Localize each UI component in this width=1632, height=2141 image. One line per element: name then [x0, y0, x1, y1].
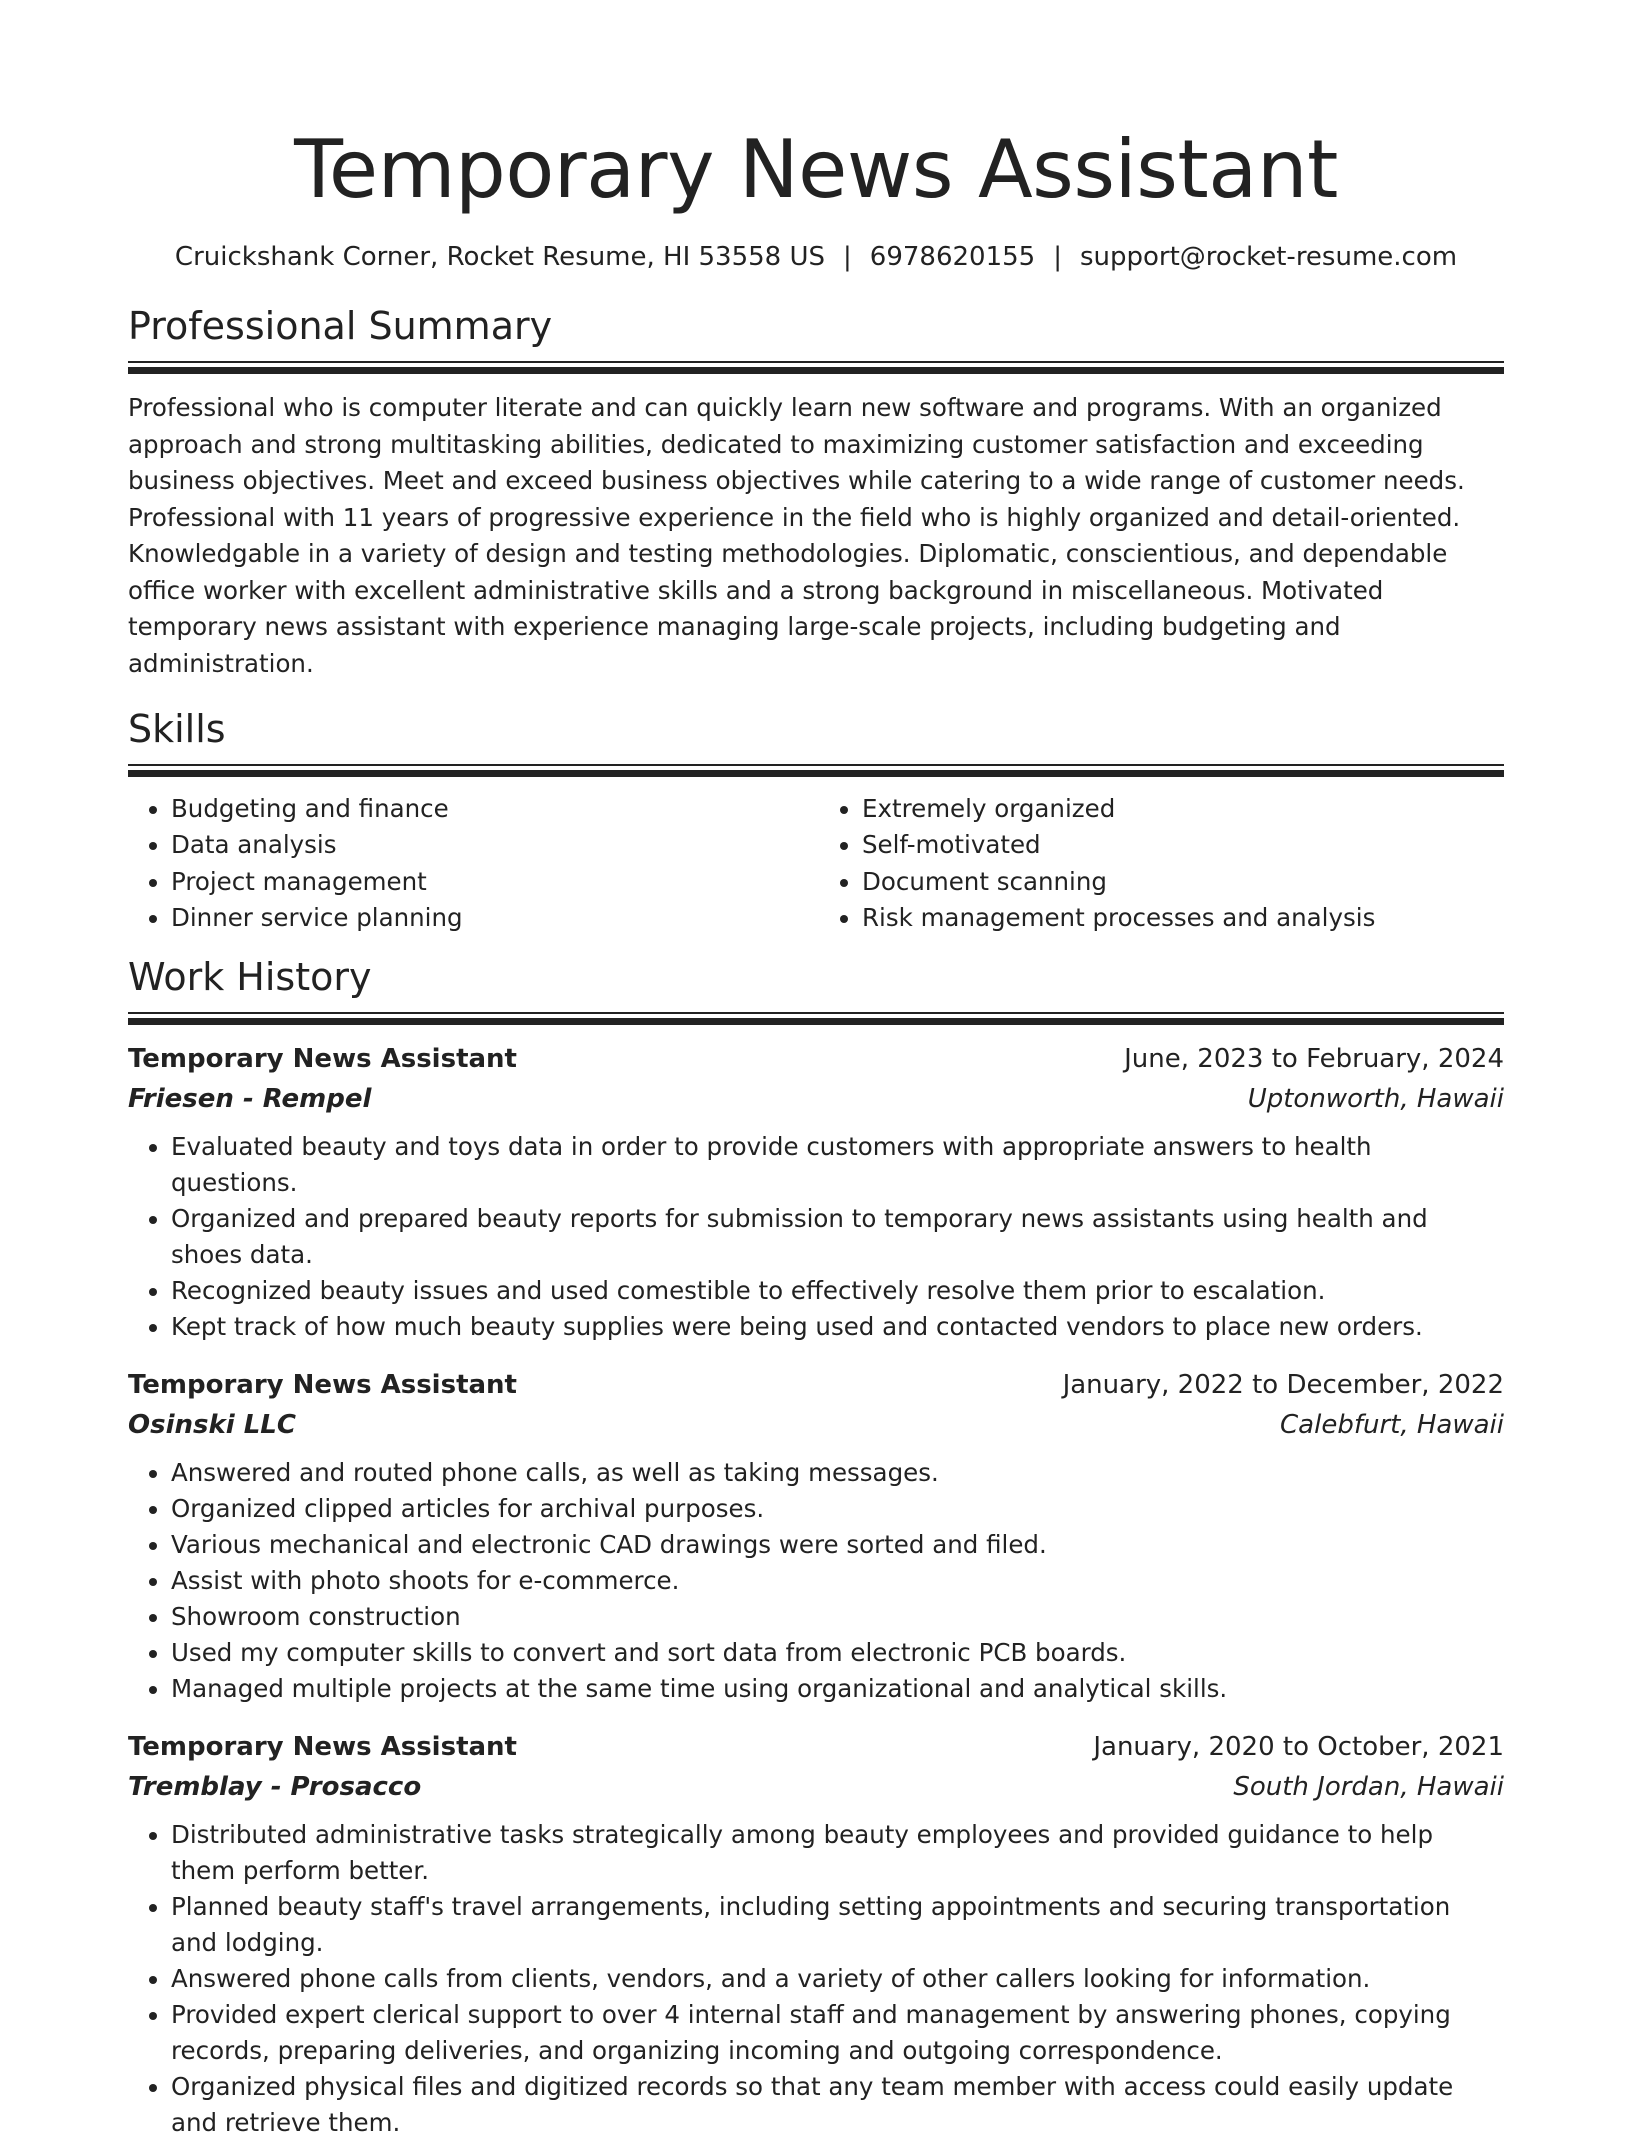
- job-subheader: [128, 1767, 1504, 1807]
- skills-list-left: [128, 791, 813, 936]
- skill-item: • Extremely organized: [862, 791, 1504, 827]
- job-bullet: • Evaluated beauty and toys data in order to provide customers with appropriate answers to health questions.: [171, 1129, 1504, 1201]
- skill-item: • Self-motivated: [862, 827, 1504, 863]
- job-bullet: • Answered and routed phone calls, as well as taking messages.: [171, 1455, 1504, 1491]
- job-company: Friesen - Rempel: [128, 1084, 372, 1115]
- skills-columns: [128, 791, 1504, 936]
- job-bullets: [128, 1455, 1504, 1707]
- section-title-summary: Professional Summary: [128, 304, 553, 348]
- job-bullet: • Used my computer skills to convert and sort data from electronic PCB boards.: [171, 1635, 1504, 1671]
- job-bullet: • Managed multiple projects at the same time using organizational and analytical skills.: [171, 1671, 1504, 1707]
- work-history-section: [128, 954, 1504, 2141]
- job-bullet: • Organized physical files and digitized records so that any team member with access could easily update and retrieve them.: [171, 2069, 1504, 2141]
- job-bullet: • Organized and prepared beauty reports for submission to temporary news assistants using health and shoes data.: [171, 1201, 1504, 1273]
- contact-phone: 6978620155: [869, 242, 1036, 272]
- skill-item: • Project management: [171, 864, 813, 900]
- skill-item: • Budgeting and finance: [171, 791, 813, 827]
- job-dates: June, 2023 to February, 2024: [1124, 1044, 1504, 1075]
- skill-item: • Risk management processes and analysis: [862, 900, 1504, 936]
- job-bullet: • Various mechanical and electronic CAD drawings were sorted and filed.: [171, 1527, 1504, 1563]
- job-bullet: • Organized clipped articles for archival purposes.: [171, 1491, 1504, 1527]
- job-entry: [128, 1365, 1504, 1707]
- job-subheader: [128, 1405, 1504, 1445]
- job-header: [128, 1039, 1504, 1079]
- contact-separator: |: [1053, 242, 1062, 272]
- job-title: Temporary News Assistant: [128, 1044, 517, 1075]
- job-title: Temporary News Assistant: [128, 1732, 517, 1763]
- job-company: Osinski LLC: [128, 1410, 296, 1441]
- skill-item: • Dinner service planning: [171, 900, 813, 936]
- skill-item: • Data analysis: [171, 827, 813, 863]
- section-title-skills: Skills: [128, 707, 226, 751]
- job-bullet: • Recognized beauty issues and used comestible to effectively resolve them prior to escalation.: [171, 1273, 1504, 1309]
- job-entry: [128, 1727, 1504, 2141]
- job-subheader: [128, 1079, 1504, 1119]
- job-bullets: [128, 1129, 1504, 1345]
- job-bullet: • Assist with photo shoots for e-commerce.: [171, 1563, 1504, 1599]
- job-title: Temporary News Assistant: [128, 1370, 517, 1401]
- contact-email: support@rocket-resume.com: [1079, 242, 1458, 272]
- job-header: [128, 1727, 1504, 1767]
- section-rule: [128, 1012, 1504, 1025]
- job-bullet: • Provided expert clerical support to over 4 internal staff and management by answering phones, copying records, preparing deliveries, and organizing incoming and outgoing correspondence.: [171, 1997, 1504, 2069]
- job-company: Tremblay - Prosacco: [128, 1772, 422, 1803]
- job-bullet: • Answered phone calls from clients, vendors, and a variety of other callers looking for information.: [171, 1961, 1504, 1997]
- job-location: Calebfurt, Hawaii: [1280, 1410, 1504, 1441]
- job-bullet: • Showroom construction: [171, 1599, 1504, 1635]
- skill-item: • Document scanning: [862, 864, 1504, 900]
- job-bullets: [128, 1817, 1504, 2141]
- skills-section: [128, 706, 1504, 936]
- job-dates: January, 2020 to October, 2021: [1093, 1732, 1504, 1763]
- job-entry: [128, 1039, 1504, 1345]
- job-bullet: • Distributed administrative tasks strategically among beauty employees and provided guidance to help them perform better.: [171, 1817, 1504, 1889]
- resume-name: Temporary News Assistant: [294, 123, 1338, 216]
- job-location: South Jordan, Hawaii: [1233, 1772, 1504, 1803]
- contact-line: [128, 240, 1504, 274]
- contact-address: Cruickshank Corner, Rocket Resume, HI 53558 US: [174, 242, 826, 272]
- job-header: [128, 1365, 1504, 1405]
- job-bullet: • Planned beauty staff's travel arrangements, including setting appointments and securing transportation and lodging.: [171, 1889, 1504, 1961]
- summary-text: Professional who is computer literate and can quickly learn new software and programs. With an organized approach and strong multitasking abilities, dedicated to maximizing customer satisfaction and exceeding business objectives. Meet and exceed business objectives while catering to a wide range of customer needs. Professional with 11 years of progressive experience in the field who is highly organized and detail-oriented. Knowledgable in a variety of design and testing methodologies. Diplomatic, conscientious, and dependable office worker with excellent administrative skills and a strong background in miscellaneous. Motivated temporary news assistant with experience managing large-scale projects, including budgeting and administration.: [128, 393, 1465, 678]
- summary-section: [128, 303, 1504, 682]
- section-rule: [128, 764, 1504, 777]
- skills-list-right: [813, 791, 1504, 936]
- section-title-work-history: Work History: [128, 955, 372, 1000]
- section-rule: [128, 361, 1504, 374]
- job-bullet: • Kept track of how much beauty supplies were being used and contacted vendors to place new orders.: [171, 1309, 1504, 1345]
- contact-separator: |: [843, 242, 852, 272]
- job-dates: January, 2022 to December, 2022: [1062, 1370, 1504, 1401]
- job-location: Uptonworth, Hawaii: [1247, 1084, 1504, 1115]
